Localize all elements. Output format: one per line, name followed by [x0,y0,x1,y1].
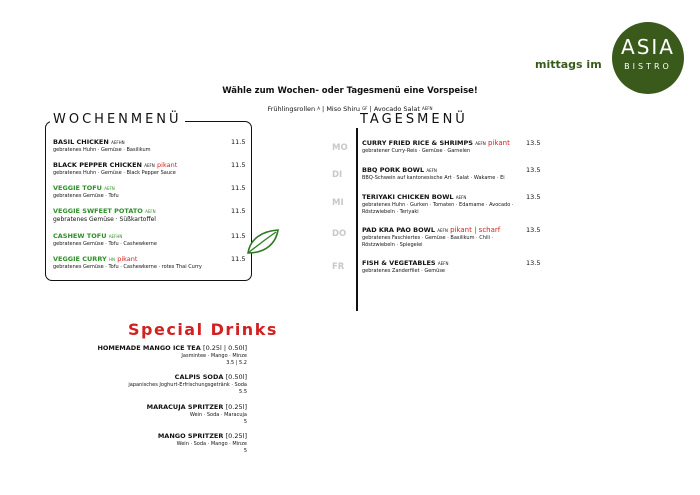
day-label-do: DO [332,229,347,239]
weekly-menu-box [45,121,252,281]
drink-item: MARACUJA SPRITZER [0.25l] Wein · Soda · Maracuja 5 [146,403,247,425]
price: 11.5 [231,232,246,240]
drink-item: HOMEMADE MANGO ICE TEA [0.25l | 0.50l] Jasmintee · Mango · Minze 3.5 | 5.2 [97,344,247,366]
logo-tagline: mittags im [535,58,602,71]
spicy-tag: pikant [488,139,510,147]
price: 5 [243,419,247,425]
allergen-code: GF [362,106,368,111]
spicy-tag: pikant [157,161,178,169]
day-label-mi: MI [332,198,344,208]
weekly-item: BLACK PEPPER CHICKEN $^{AEFN}$ pikant gebratenes Huhn · Gemüse · Black Pepper Sauce 11.5 [53,161,246,176]
drink-item: MANGO SPRITZER [0.25l] Wein · Soda · Mango · Minze 5 [157,432,247,454]
day-label-fr: FR [332,262,345,272]
starter-miso: Miso Shiru [326,105,360,113]
logo-subtitle: BISTRO [624,62,672,71]
drink-item: CALPIS SODA [0.50l] japanisches Joghurt-Erfrischungsgetränk · Soda 5.5 [128,373,247,395]
starter-avocado: Avocado Salat [373,105,420,113]
price: 13.5 [526,226,541,234]
starter-spring-rolls: Frühlingsrollen [267,105,316,113]
price: 13.5 [526,139,541,147]
daily-menu-heading: TAGESMENÜ [360,112,468,127]
weekly-menu-heading: WOCHENMENÜ [50,112,185,128]
price: 13.5 [526,193,541,201]
daily-item: TERIYAKI CHICKEN BOWL $^{AEFN}$ gebratenes Huhn · Gurken · Tomaten · Edamame · Avocado · Röstzwiebeln · Teriyaki 13.5 [362,193,541,215]
weekly-item: VEGGIE SWFEET POTATO $^{AEFN}$ gebratenes Gemüse · Süßkartoffel 11.5 [53,207,246,223]
weekly-item: VEGGIE TOFU $^{AEFN}$ gebratenes Gemüse · Tofu 11.5 [53,184,246,199]
divider [356,128,358,311]
allergen-code: AEFN [421,106,433,111]
daily-item: FISH & VEGETABLES $^{AEFN}$ gebratenes Zanderfilet · Gemüse 13.5 [362,259,541,274]
day-label-di: DI [332,170,343,180]
price: 11.5 [231,161,246,169]
price: 13.5 [526,166,541,174]
daily-item: PAD KRA PAO BOWL $^{AEFN}$ pikant | scharf gebratenes Faschiertes · Gemüse · Basilikum · Chili · Röstzwiebeln · Spiegelei 13.5 [362,226,541,248]
price: 11.5 [231,138,246,146]
price: 5.5 [239,389,247,395]
weekly-item: CASHEW TOFU $^{AEFHN}$ gebratenes Gemüse · Tofu · Cashewkerne 11.5 [53,232,246,247]
drinks-heading: Special Drinks [128,320,278,339]
leaf-icon [246,227,280,257]
daily-item: CURRY FRIED RICE & SHRIMPS $^{AEFN}$ pikant gebratener Curry-Reis · Gemüse · Garnelen 13.5 [362,139,541,154]
spicy-tag: pikant [117,255,138,263]
daily-item: BBQ PORK BOWL $^{AEFN}$ BBQ-Schwein auf kantonesische Art · Salat · Wakame · Ei 13.5 [362,166,541,181]
price: 11.5 [231,207,246,215]
spicy-tag: pikant | scharf [450,226,501,234]
price: 5 [243,448,247,454]
day-label-mo: MO [332,143,348,153]
price: 3.5 | 5.2 [226,360,247,366]
weekly-item: VEGGIE CURRY $^{HN}$ pikant gebratenes Gemüse · Tofu · Cashewkerne · rotes Thai Curry 11.5 [53,255,246,270]
price: 11.5 [231,184,246,192]
starters-line: Frühlingsrollen $^A$ | Miso Shiru $^{GF}$ | Avocado Salat $^{AEFN}$ [267,105,433,113]
logo-title: ASIA [621,35,675,59]
weekly-item: BASIL CHICKEN $^{AEFHN}$ gebratenes Huhn · Gemüse · Basilikum 11.5 [53,138,246,153]
price: 11.5 [231,255,246,263]
allergen-code: A [317,106,320,111]
price: 13.5 [526,259,541,267]
intro-text: Wähle zum Wochen- oder Tagesmenü eine Vorspeise! [222,86,478,96]
